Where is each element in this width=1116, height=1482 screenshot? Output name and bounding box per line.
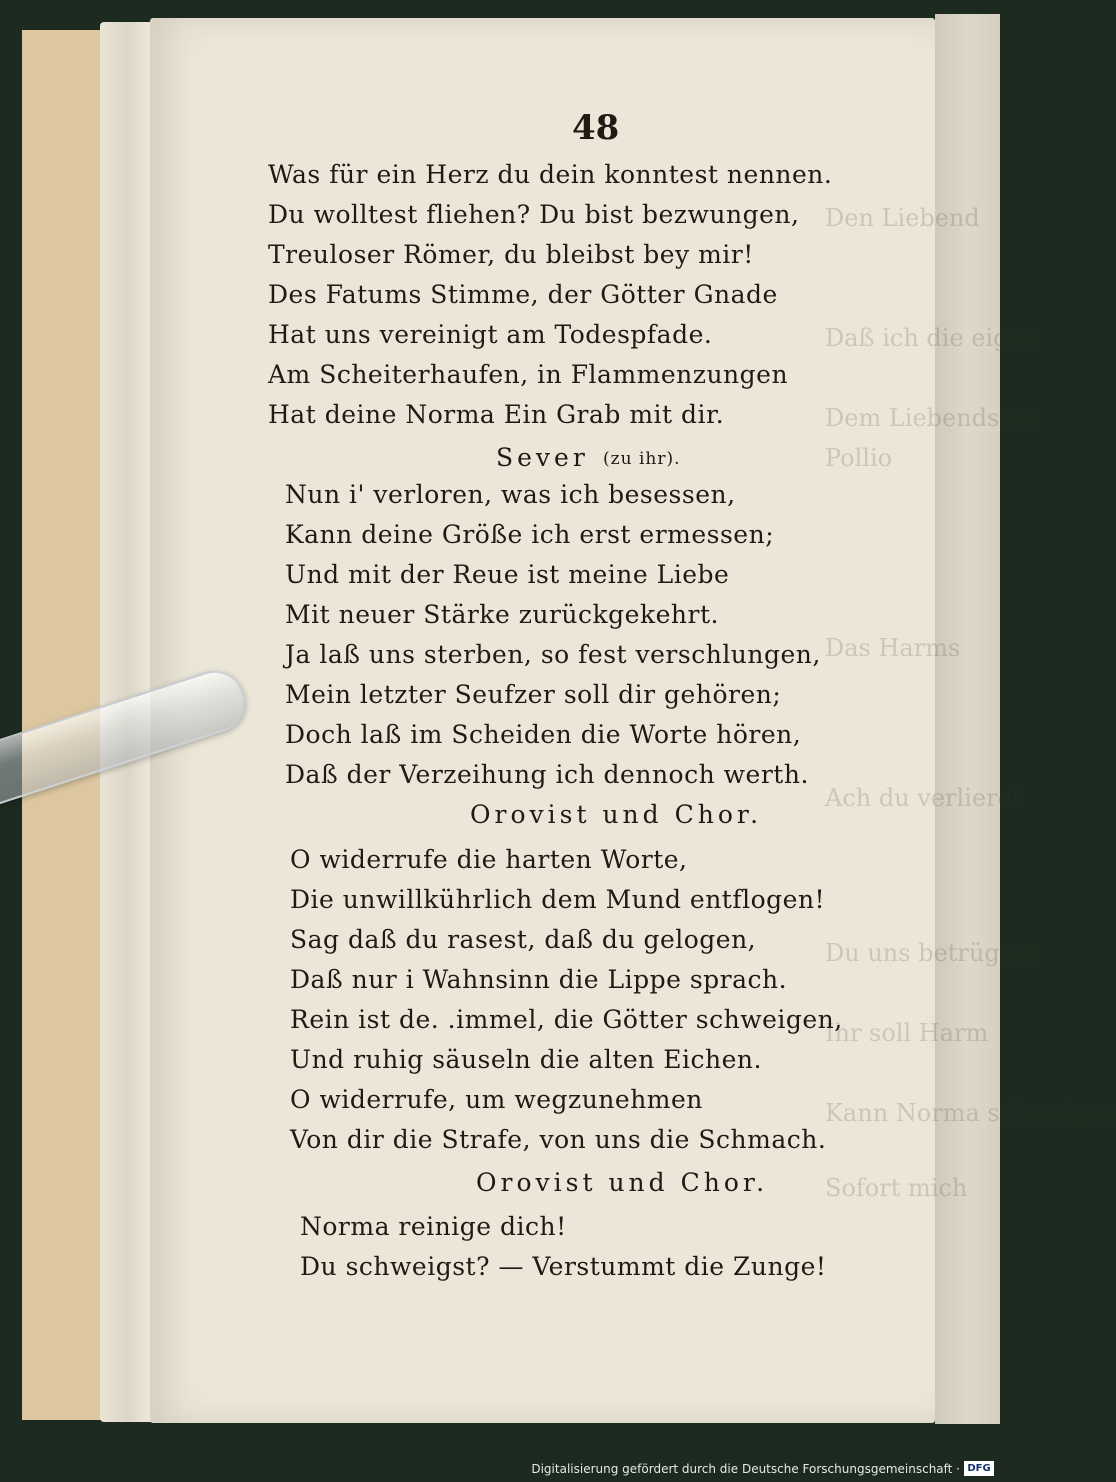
show-through-line: Kann Norma schweigen bbox=[825, 1099, 1116, 1127]
verse-line: Von dir die Strafe, von uns die Schmach. bbox=[290, 1125, 827, 1154]
show-through-line: Ach du verlieret bbox=[825, 784, 1022, 812]
verse-line: Daß nur i Wahnsinn die Lippe sprach. bbox=[290, 965, 788, 994]
verse-line: Am Scheiterhaufen, in Flammenzungen bbox=[268, 360, 789, 389]
verse-line: Kann deine Größe ich erst ermessen; bbox=[285, 520, 775, 549]
verse-line: Hat deine Norma Ein Grab mit dir. bbox=[268, 400, 725, 429]
stage-direction: (zu ihr). bbox=[603, 449, 681, 469]
verse-line: Und ruhig säuseln die alten Eichen. bbox=[290, 1045, 762, 1074]
show-through-line: Du uns betrügest bbox=[825, 939, 1036, 967]
speaker-name: Orovist und Chor. bbox=[470, 800, 763, 829]
verse-line: Des Fatums Stimme, der Götter Gnade bbox=[268, 280, 778, 309]
verse-line: Treuloser Römer, du bleibst bey mir! bbox=[268, 240, 754, 269]
show-through-line: Dem Liebendsten bbox=[825, 404, 1039, 432]
page-number: 48 bbox=[572, 108, 620, 148]
show-through-line: Den Liebend bbox=[825, 204, 980, 232]
verse-line: Rein ist de. .immel, die Götter schweigen, bbox=[290, 1005, 843, 1034]
speaker-name: Orovist und Chor. bbox=[476, 1168, 769, 1197]
speaker-name: Sever bbox=[496, 443, 589, 472]
show-through-line: Daß ich die eigen bbox=[825, 324, 1039, 352]
dfg-logo: DFG bbox=[964, 1461, 994, 1476]
verse-line: Die unwillkührlich dem Mund entflogen! bbox=[290, 885, 826, 914]
facing-page-edge bbox=[825, 14, 1116, 1424]
show-through-line: Ihr soll Harm bbox=[825, 1019, 989, 1047]
verse-line: O widerrufe die harten Worte, bbox=[290, 845, 688, 874]
show-through-line: Das Harms bbox=[825, 634, 961, 662]
verse-line: Nun i' verloren, was ich besessen, bbox=[285, 480, 736, 509]
show-through-line: Pollio bbox=[825, 444, 893, 472]
verse-line: Ja laß uns sterben, so fest verschlungen, bbox=[285, 640, 821, 669]
verse-line: Und mit der Reue ist meine Liebe bbox=[285, 560, 730, 589]
verse-line: Du schweigst? — Verstummt die Zunge! bbox=[300, 1252, 827, 1281]
verse-line: Hat uns vereinigt am Todespfade. bbox=[268, 320, 713, 349]
show-through-line: Sofort mich bbox=[825, 1174, 968, 1202]
verse-line: Mein letzter Seufzer soll dir gehören; bbox=[285, 680, 782, 709]
verse-line: Doch laß im Scheiden die Worte hören, bbox=[285, 720, 802, 749]
digitization-credit: Digitalisierung gefördert durch die Deutsche Forschungsgemeinschaft · bbox=[531, 1462, 960, 1476]
verse-line: Daß der Verzeihung ich dennoch werth. bbox=[285, 760, 809, 789]
verse-line: Du wolltest fliehen? Du bist bezwungen, bbox=[268, 200, 800, 229]
verse-line: Norma reinige dich! bbox=[300, 1212, 567, 1241]
verse-line: O widerrufe, um wegzunehmen bbox=[290, 1085, 703, 1114]
verse-line: Sag daß du rasest, daß du gelogen, bbox=[290, 925, 757, 954]
verse-line: Mit neuer Stärke zurückgekehrt. bbox=[285, 600, 719, 629]
verse-line: Was für ein Herz du dein konntest nennen. bbox=[268, 160, 833, 189]
